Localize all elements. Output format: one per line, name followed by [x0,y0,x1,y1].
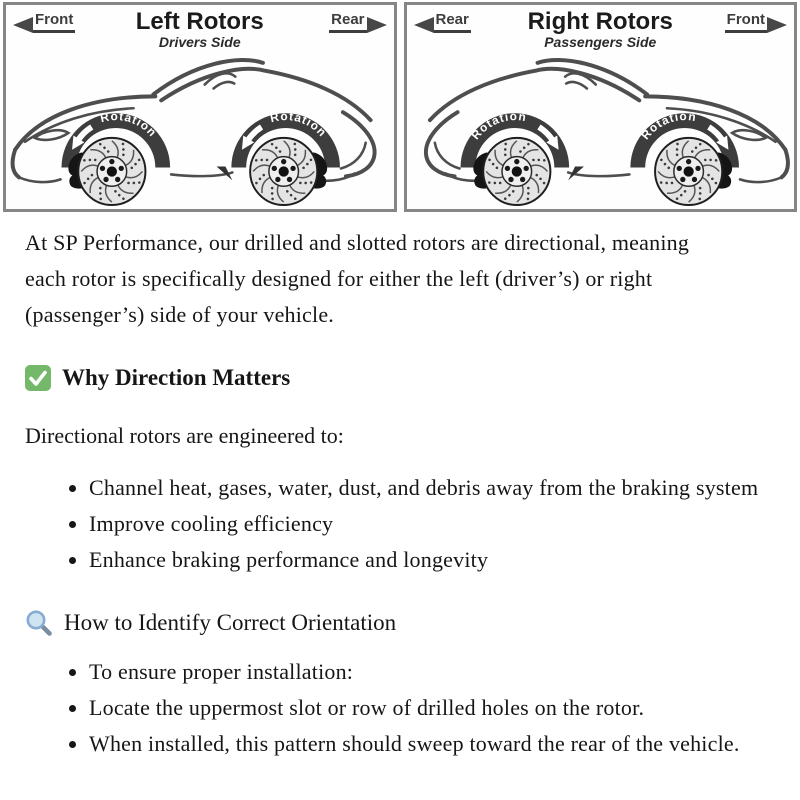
orientation-heading [25,608,770,638]
list-item: • Locate the uppermost slot or row of drilled holes on the rotor. [89,690,770,726]
front-label: Front [725,11,767,33]
right-rotors-panel [404,2,798,212]
list-item: • To ensure proper installation: [89,654,770,690]
arrow-right-icon [767,17,787,33]
left-car-illustration [6,49,394,207]
right-car-illustration [407,49,795,207]
rotation-label: Rotation [467,109,528,143]
left-rotors-panel [3,2,397,212]
section-title: How to Identify Correct Orientation [64,610,397,635]
article [0,225,800,762]
list-item: • Enhance braking performance and longevity [89,542,770,578]
panel-title: Left Rotors [135,8,264,35]
list-item: • Channel heat, gases, water, dust, and debris away from the braking system [89,470,770,506]
why-direction-heading [25,363,770,393]
rear-label: Rear [329,11,366,33]
front-direction-indicator [725,11,787,33]
left-panel-header [6,5,394,49]
front-direction-indicator [13,11,75,33]
rotation-label: Rotation [268,109,330,140]
rotation-label: Rotation [637,109,698,143]
arrow-left-icon [13,17,33,33]
why-direction-lead: Directional rotors are engineered to: [25,423,344,448]
arrow-right-icon [367,17,387,33]
front-label: Front [33,11,75,33]
orientation-list [25,654,770,762]
section-title: Why Direction Matters [62,365,291,390]
rotor-direction-diagram [0,0,800,212]
right-panel-header [407,5,795,49]
list-item: • When installed, this pattern should sweep toward the rear of the vehicle. [89,726,770,762]
list-item: • Improve cooling efficiency [89,506,770,542]
panel-subtitle: Drivers Side [158,34,241,50]
panel-title: Right Rotors [527,8,673,35]
arrow-left-icon [414,17,434,33]
rear-direction-indicator [414,11,471,33]
rear-label: Rear [434,11,471,33]
rotation-label: Rotation [98,109,160,140]
why-direction-list [25,470,770,578]
magnifier-icon [25,609,53,637]
panel-subtitle: Passengers Side [544,34,657,50]
rear-direction-indicator [329,11,386,33]
intro-paragraph: At SP Performance, our drilled and slotted rotors are directional, meaning each rotor is specifically designed for either the left (driver’s) or right (passenger’s) side of your vehicle. [25,230,690,327]
check-icon [25,365,51,391]
